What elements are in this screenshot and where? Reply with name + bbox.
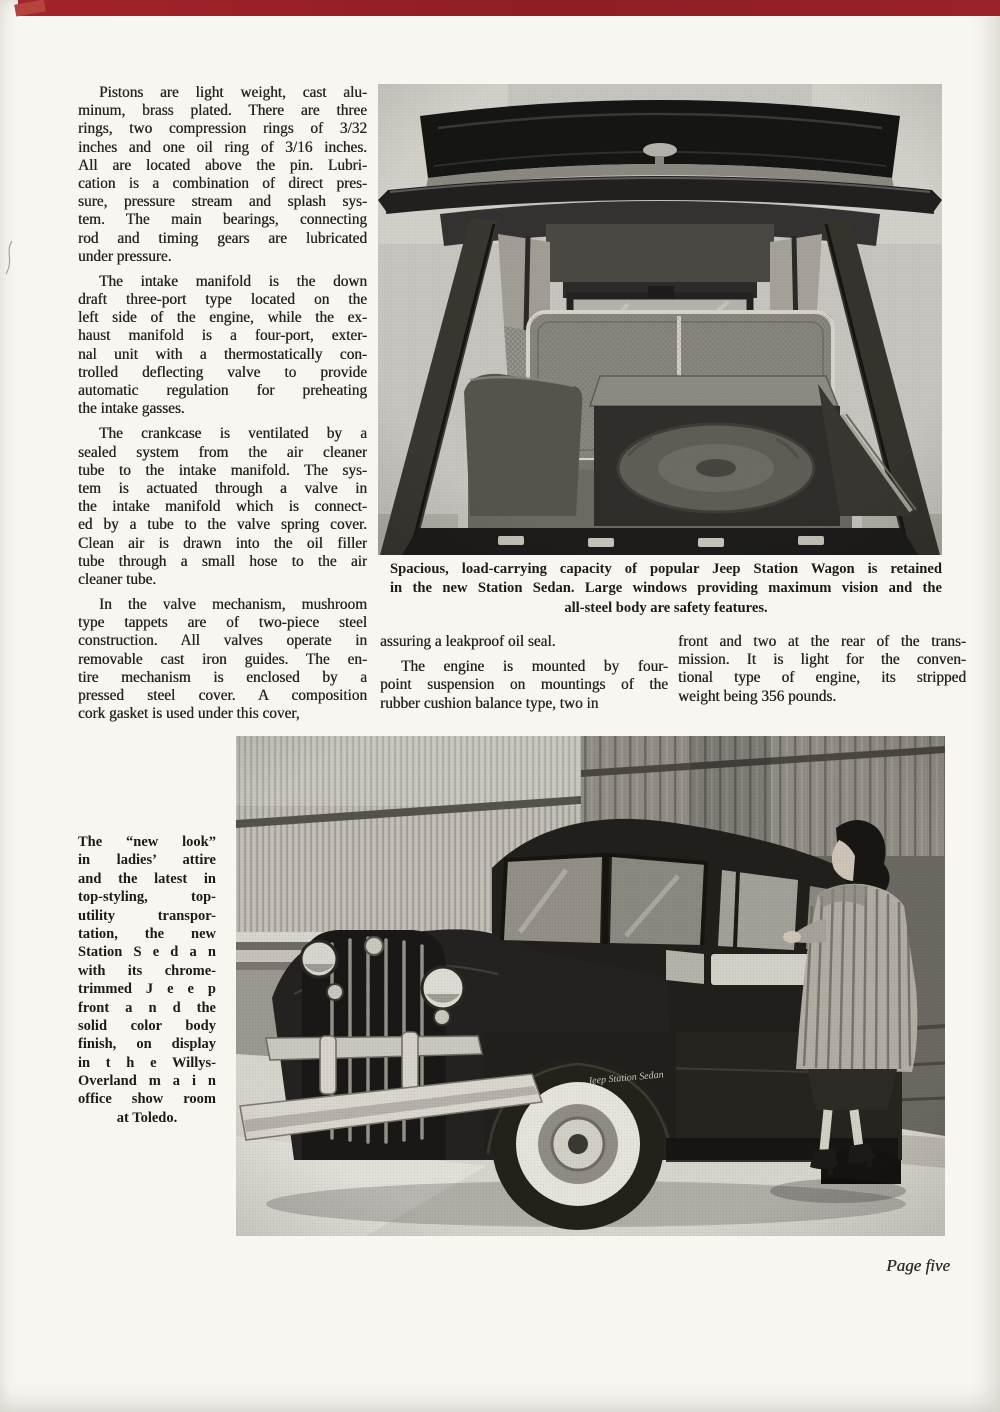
paragraph-engine-mounting: The engine is mounted by four- point suspension on mountings of the rubber cushion balance type, two in bbox=[380, 658, 668, 712]
showroom-side-caption: The “new look” in ladies’ attire and the latest in top-styling, top- utility transpor- tation, the new Station S e d a n with its chrome- trimmed J e e p front a n d the solid color body finish, on display in t h e Willys- Overland m a i n office show room at Toledo. bbox=[78, 834, 216, 1126]
interior-photo-art bbox=[378, 84, 942, 555]
page-number: Page five bbox=[886, 1256, 950, 1275]
paragraph-valve-mechanism: In the valve mechanism, mushroom type tappets are of two-piece steel construction. All valves operate in removable cast iron guides. The en- tire mechanism is enclosed by a pressed steel cover. A composition cork gasket is used under this cover, bbox=[78, 596, 367, 723]
showroom-photo bbox=[236, 736, 945, 1236]
paragraph-crankcase: The crankcase is ventilated by a sealed system from the air cleaner tube to the intake manifold. The sys- tem is actuated through a valve in the intake manifold which is connect- ed by a tube to the valve spring cover. Clean air is drawn into the oil filler tube through a small hose to the air cleaner tube. bbox=[78, 425, 367, 588]
paragraph-intake-manifold: The intake manifold is the down draft three-port type located on the left side of the engine, while the ex- haust manifold is a four-port, exter- nal unit with a thermostatically con- trolled deflecting valve to provide automatic regulation for preheating the intake gasses. bbox=[78, 272, 367, 418]
paragraph-pistons: Pistons are light weight, cast alu- minum, brass plated. There are three rings, two compression rings of 3/32 inches and one oil ring of 3/16 inches. All are located above the pin. Lubri- cation is a combination of direct pres- sure, pressure stream and splash sys- tem. The main bearings, connecting rod and timing gears are lubricated under pressure. bbox=[78, 84, 367, 265]
article-column-middle bbox=[380, 633, 668, 720]
pencil-mark bbox=[2, 240, 16, 276]
paragraph-oil-seal: assuring a leakproof oil seal. bbox=[380, 633, 556, 650]
top-red-bar bbox=[18, 0, 1000, 16]
interior-photo bbox=[378, 84, 942, 555]
article-column-right bbox=[678, 633, 966, 713]
interior-photo-caption: Spacious, load-carrying capacity of popular Jeep Station Wagon is retained in the new Station Sedan. Large windows providing maximum vision and the all-steel body are safety features. bbox=[390, 561, 942, 616]
paragraph-engine-weight: front and two at the rear of the trans- mission. It is light for the conven- tional type of engine, its stripped weight being 356 pounds. bbox=[678, 633, 966, 705]
article-column-left bbox=[78, 84, 367, 730]
showroom-photo-art bbox=[236, 736, 945, 1236]
